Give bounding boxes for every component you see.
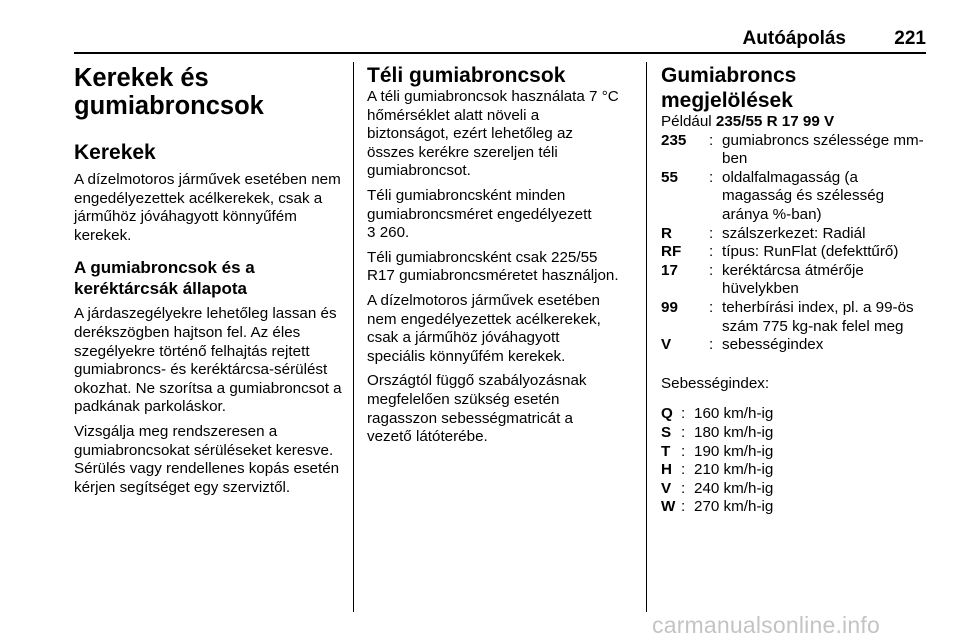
winter-tyres-heading: Téli gumiabroncsok — [367, 64, 566, 87]
winter-paragraph-4: A dízelmotoros járművek esetében nem engedélyezettek acélkerekek, csak a járműhöz jóváhagyott speciális könnyűfém kerekek. — [367, 291, 601, 365]
condition-heading: A gumiabroncsok és a keréktárcsák állapota — [74, 258, 255, 299]
definition-key: 235 — [661, 131, 687, 149]
column-divider — [646, 62, 647, 612]
definition-separator: : — [709, 298, 714, 316]
inspection-paragraph: Vizsgálja meg rendszeresen a gumiabroncsokat sérüléseket keresve. Sérülés vagy rendellenes kopás esetén kérjen segítséget egy szerviztől. — [74, 422, 340, 496]
condition-paragraph: A járdaszegélyekre lehetőleg lassan és derékszögben hajtson fel. Az éles szegélyekre történő felhajtás rejtett gumiabroncs- és keréktárcsa-sérülést okozhat. Ne szorítsa a gumiabroncsot a padkának parkoláskor. — [74, 305, 342, 416]
speed-separator: : — [681, 405, 686, 423]
speed-value: 210 km/h-ig — [694, 461, 774, 479]
winter-paragraph-5: Országtól függő szabályozásnak megfelelően szükség esetén ragasszon sebességmatricát a vezető látóterébe. — [367, 372, 587, 446]
speed-separator: : — [681, 442, 686, 460]
definition-key: V — [661, 336, 672, 354]
section-title: Autóápolás — [742, 28, 846, 49]
speed-value: 180 km/h-ig — [694, 423, 774, 441]
wheels-paragraph: A dízelmotoros járművek esetében nem engedélyezettek acélkerekek, csak a járműhöz jóváhagyott könnyűfém kerekek. — [74, 171, 341, 244]
speed-key: V — [661, 479, 672, 497]
definition-text: oldalfalmagasság (a magasság és szélesség aránya %-ban) — [722, 168, 885, 223]
speed-key: S — [661, 423, 672, 441]
definition-text: teherbírási index, pl. a 99-ös szám 775 kg-nak felel meg — [722, 298, 914, 335]
speed-value: 270 km/h-ig — [694, 498, 774, 516]
speed-key: W — [661, 498, 676, 516]
column-middle — [367, 62, 619, 447]
chapter-title: Kerekek és gumiabroncsok — [74, 64, 264, 120]
definition-text: sebességindex — [722, 336, 824, 354]
speed-separator: : — [681, 461, 686, 479]
definition-separator: : — [709, 261, 714, 279]
definition-separator: : — [709, 336, 714, 354]
column-right — [661, 62, 926, 517]
speed-value: 160 km/h-ig — [694, 405, 774, 423]
speed-value: 240 km/h-ig — [694, 479, 774, 497]
definition-text: típus: RunFlat (defekttűrő) — [722, 243, 899, 261]
definition-text: szálszerkezet: Radiál — [722, 224, 866, 242]
definition-separator: : — [709, 224, 714, 242]
speed-key: H — [661, 461, 672, 479]
speed-separator: : — [681, 423, 686, 441]
definition-key: R — [661, 224, 672, 242]
header-rule — [74, 52, 926, 54]
page-header — [74, 24, 926, 60]
example-value: 235/55 R 17 99 V — [715, 113, 835, 130]
definition-key: RF — [661, 243, 682, 261]
definition-text: gumiabroncs szélessége mm-ben — [722, 131, 924, 168]
speed-key: T — [661, 442, 671, 460]
winter-paragraph-3: Téli gumiabroncsként csak 225/55 R17 gumiabroncsméretet használjon. — [367, 248, 619, 285]
wheels-heading: Kerekek — [74, 141, 156, 164]
definition-key: 17 — [661, 261, 678, 279]
speed-separator: : — [681, 498, 686, 516]
speed-key: Q — [661, 405, 673, 423]
definition-separator: : — [709, 243, 714, 261]
page-number: 221 — [894, 28, 926, 49]
definition-separator: : — [709, 131, 714, 149]
column-divider — [353, 62, 354, 612]
speed-index-label: Sebességindex: — [661, 374, 770, 392]
watermark: carmanualsonline.info — [652, 612, 880, 638]
winter-paragraph-2-text: Téli gumiabroncsként minden gumiabroncsméret engedélyezett — [367, 186, 592, 223]
definition-key: 99 — [661, 298, 678, 316]
tyre-markings-heading: Gumiabroncs megjelölések — [661, 64, 797, 112]
marking-definitions — [661, 132, 926, 355]
speed-value: 190 km/h-ig — [694, 442, 774, 460]
page-reference-icon: 3 — [367, 224, 376, 242]
example-line — [661, 113, 926, 132]
definition-key: 55 — [661, 168, 678, 186]
page-reference-link[interactable]: 260. — [379, 224, 410, 242]
speed-separator: : — [681, 479, 686, 497]
column-left — [74, 62, 342, 497]
winter-paragraph-2 — [367, 187, 619, 243]
definition-separator: : — [709, 168, 714, 186]
speed-index-table — [661, 405, 926, 517]
example-label: Például — [661, 113, 712, 130]
definition-text: keréktárcsa átmérője hüvelykben — [722, 261, 864, 298]
winter-paragraph-1: A téli gumiabroncsok használata 7 °C hőmérséklet alatt növeli a biztonságot, ezért lehetőleg az összes kerékre szereljen téli gumiabroncsot. — [367, 88, 619, 180]
